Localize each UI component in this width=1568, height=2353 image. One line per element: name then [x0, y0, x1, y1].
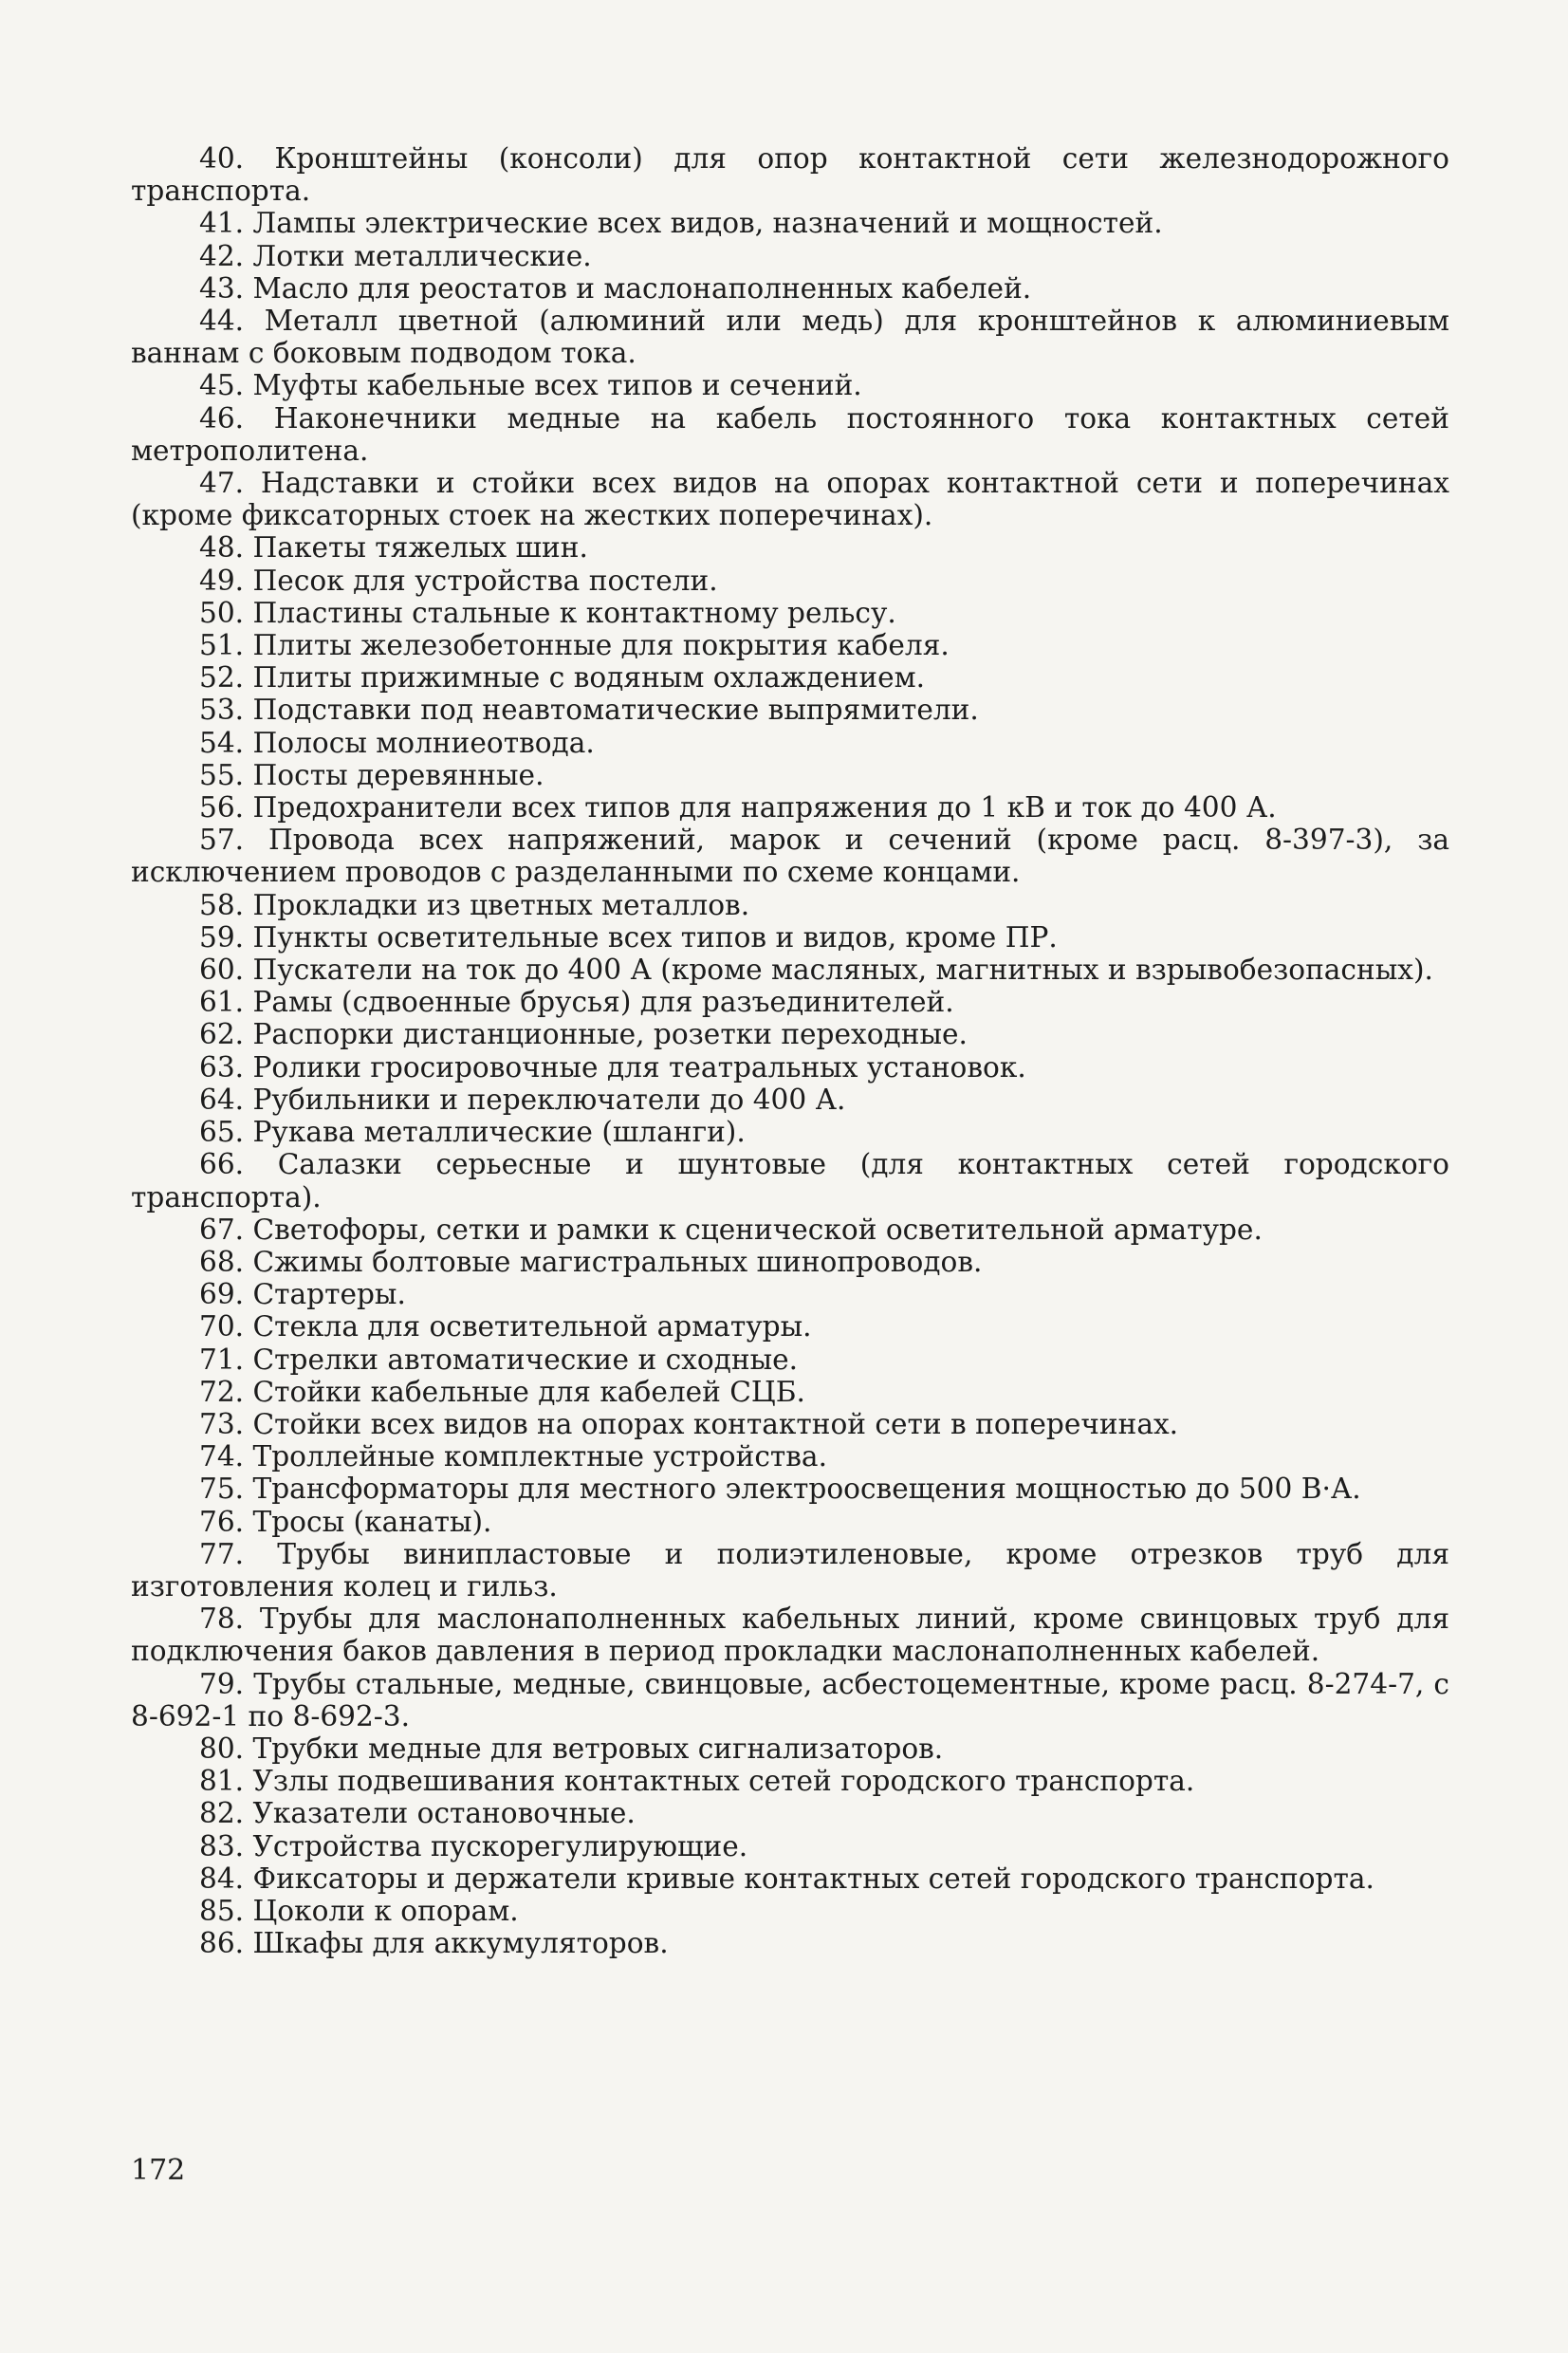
- list-item: [131, 1214, 1449, 1246]
- list-item-text: Тросы (канаты).: [252, 1505, 492, 1538]
- list-item: [131, 531, 1449, 564]
- list-item: [131, 1668, 1449, 1732]
- list-item-text: Рукава металлические (шланги).: [252, 1116, 746, 1149]
- list-item: [131, 565, 1449, 597]
- list-item-text: Трубы для маслонаполненных кабельных линий, кроме свинцовых труб для подключения баков давления в период прокладки маслонаполненных кабелей.: [131, 1603, 1449, 1668]
- list-item-number: 51.: [199, 629, 245, 662]
- list-item: [131, 1246, 1449, 1278]
- list-item: [131, 1408, 1449, 1440]
- list-item-text: Предохранители всех типов для напряжения до 1 кВ и ток до 400 А.: [252, 791, 1277, 824]
- list-item-text: Пускатели на ток до 400 А (кроме масляных, магнитных и взрывобезопасных).: [252, 954, 1433, 987]
- list-item: [131, 1376, 1449, 1408]
- list-item-number: 49.: [199, 564, 245, 597]
- list-item-text: Салазки серьесные и шунтовые (для контактных сетей городского транспорта).: [131, 1148, 1449, 1214]
- list-item-text: Провода всех напряжений, марок и сечений (кроме расц. 8-397-3), за исключением проводов с разделанными по схеме концами.: [131, 824, 1449, 889]
- list-item-number: 76.: [199, 1505, 245, 1538]
- list-item-number: 70.: [199, 1310, 245, 1343]
- list-item-number: 46.: [199, 401, 245, 435]
- list-item-text: Стартеры.: [252, 1278, 406, 1311]
- list-item-text: Стекла для осветительной арматуры.: [252, 1310, 812, 1343]
- list-item: [131, 986, 1449, 1018]
- list-item-number: 73.: [199, 1407, 245, 1440]
- list-item-number: 80.: [199, 1732, 245, 1765]
- list-item-text: Кронштейны (консоли) для опор контактной сети железнодорожного транспорта.: [131, 142, 1449, 208]
- list-item-text: Рубильники и переключатели до 400 А.: [252, 1083, 846, 1116]
- list-item-text: Пластины стальные к контактному рельсу.: [252, 596, 896, 629]
- list-item: [131, 727, 1449, 759]
- list-item-number: 54.: [199, 726, 245, 759]
- list-item: [131, 1278, 1449, 1310]
- list-item: [131, 1051, 1449, 1084]
- list-item-text: Ролики гросировочные для театральных установок.: [252, 1050, 1026, 1084]
- list-item-number: 66.: [199, 1148, 245, 1181]
- list-item: [131, 921, 1449, 954]
- list-item-number: 58.: [199, 888, 245, 921]
- list-item: [131, 1797, 1449, 1829]
- list-item: [131, 1084, 1449, 1116]
- page-number: 172: [131, 2154, 186, 2187]
- list-item-number: 45.: [199, 369, 245, 402]
- list-item-number: 85.: [199, 1894, 245, 1927]
- list-item-text: Лампы электрические всех видов, назначений и мощностей.: [252, 207, 1163, 240]
- list-item-text: Трубы винипластовые и полиэтиленовые, кроме отрезков труб для изготовления колец и гильз.: [131, 1537, 1449, 1603]
- list-item: [131, 207, 1449, 239]
- list-item-text: Стойки всех видов на опорах контактной сети в поперечинах.: [252, 1407, 1179, 1440]
- list-item-number: 50.: [199, 596, 245, 629]
- list-item: [131, 1862, 1449, 1895]
- list-item-number: 83.: [199, 1829, 245, 1862]
- list-item-number: 52.: [199, 661, 245, 695]
- list-item-text: Стойки кабельные для кабелей СЦБ.: [252, 1375, 805, 1408]
- list-item: [131, 1148, 1449, 1213]
- list-item-number: 42.: [199, 239, 245, 272]
- list-item-number: 82.: [199, 1797, 245, 1830]
- list-item: [131, 1310, 1449, 1343]
- list-item: [131, 1603, 1449, 1667]
- list-item: [131, 240, 1449, 272]
- list-item-number: 47.: [199, 467, 245, 500]
- list-item-number: 81.: [199, 1765, 245, 1798]
- list-item-number: 71.: [199, 1343, 245, 1376]
- list-item-number: 57.: [199, 824, 245, 857]
- list-item: [131, 1732, 1449, 1765]
- list-item: [131, 1927, 1449, 1959]
- list-item-number: 86.: [199, 1927, 245, 1960]
- list-item-number: 44.: [199, 305, 245, 338]
- list-item-number: 53.: [199, 694, 245, 727]
- list-item-number: 72.: [199, 1375, 245, 1408]
- list-item-number: 67.: [199, 1213, 245, 1246]
- list-item-text: Муфты кабельные всех типов и сечений.: [252, 369, 862, 402]
- list-item-number: 84.: [199, 1862, 245, 1895]
- list-item: [131, 1830, 1449, 1862]
- list-item: [131, 1506, 1449, 1538]
- list-item-number: 62.: [199, 1018, 245, 1051]
- list-item: [131, 1018, 1449, 1050]
- list-item: [131, 694, 1449, 726]
- list-item-text: Подставки под неавтоматические выпрямители.: [252, 694, 979, 727]
- list-item: [131, 889, 1449, 921]
- list-item-number: 40.: [199, 142, 245, 175]
- list-item-text: Узлы подвешивания контактных сетей городского транспорта.: [252, 1765, 1195, 1798]
- list-item-text: Посты деревянные.: [252, 758, 544, 791]
- list-item-number: 61.: [199, 986, 245, 1019]
- list-item-number: 41.: [199, 207, 245, 240]
- list-item: [131, 369, 1449, 401]
- list-item: [131, 954, 1449, 986]
- list-item-number: 74.: [199, 1440, 245, 1473]
- list-item-text: Песок для устройства постели.: [252, 564, 718, 597]
- list-item-text: Светофоры, сетки и рамки к сценической осветительной арматуре.: [252, 1213, 1263, 1246]
- list-item-number: 55.: [199, 758, 245, 791]
- list-item: [131, 1538, 1449, 1603]
- list-item-text: Плиты железобетонные для покрытия кабеля.: [252, 629, 950, 662]
- list-item: [131, 402, 1449, 467]
- list-item-text: Трансформаторы для местного электроосвещения мощностью до 500 В·А.: [252, 1473, 1361, 1506]
- list-item: [131, 791, 1449, 824]
- document-body: [131, 142, 1449, 1959]
- list-item-text: Распорки дистанционные, розетки переходные.: [252, 1018, 968, 1051]
- list-item-number: 59.: [199, 920, 245, 954]
- list-item: [131, 629, 1449, 661]
- list-item-number: 43.: [199, 271, 245, 305]
- list-item-number: 63.: [199, 1050, 245, 1084]
- list-item: [131, 1440, 1449, 1473]
- list-item: [131, 1473, 1449, 1505]
- list-item-text: Надставки и стойки всех видов на опорах контактной сети и поперечинах (кроме фиксаторных стоек на жестких поперечинах).: [131, 467, 1449, 532]
- list-item-text: Трубы стальные, медные, свинцовые, асбестоцементные, кроме расц. 8-274-7, с 8-692-1 по 8-692-3.: [131, 1667, 1449, 1732]
- list-item-text: Сжимы болтовые магистральных шинопроводов.: [252, 1245, 983, 1278]
- list-item-number: 48.: [199, 531, 245, 565]
- list-item-number: 78.: [199, 1603, 245, 1636]
- list-item: [131, 305, 1449, 369]
- list-item-number: 69.: [199, 1278, 245, 1311]
- list-item: [131, 1343, 1449, 1376]
- list-item: [131, 759, 1449, 791]
- list-item: [131, 1116, 1449, 1148]
- list-item: [131, 142, 1449, 207]
- list-item-number: 75.: [199, 1473, 245, 1506]
- list-item-number: 56.: [199, 791, 245, 824]
- list-item-text: Фиксаторы и держатели кривые контактных сетей городского транспорта.: [252, 1862, 1374, 1895]
- list-item: [131, 597, 1449, 629]
- list-item-text: Лотки металлические.: [252, 239, 592, 272]
- list-item-number: 68.: [199, 1245, 245, 1278]
- list-item-text: Стрелки автоматические и сходные.: [252, 1343, 799, 1376]
- list-item-text: Прокладки из цветных металлов.: [252, 888, 750, 921]
- list-item-text: Наконечники медные на кабель постоянного тока контактных сетей метрополитена.: [131, 401, 1449, 467]
- list-item-number: 65.: [199, 1116, 245, 1149]
- list-item-text: Масло для реостатов и маслонаполненных кабелей.: [252, 271, 1032, 305]
- list-item: [131, 1895, 1449, 1927]
- list-item: [131, 467, 1449, 531]
- list-item-text: Троллейные комплектные устройства.: [252, 1440, 827, 1473]
- list-item-number: 79.: [199, 1667, 245, 1700]
- list-item-text: Пункты осветительные всех типов и видов, кроме ПР.: [252, 920, 1058, 954]
- list-item-text: Цоколи к опорам.: [252, 1894, 519, 1927]
- list-item-text: Шкафы для аккумуляторов.: [252, 1927, 669, 1960]
- list-item-text: Рамы (сдвоенные брусья) для разъединителей.: [252, 986, 954, 1019]
- list-item-number: 64.: [199, 1083, 245, 1116]
- list-item: [131, 661, 1449, 694]
- list-item: [131, 272, 1449, 305]
- list-item-text: Указатели остановочные.: [252, 1797, 636, 1830]
- list-item: [131, 824, 1449, 888]
- list-item-text: Устройства пускорегулирующие.: [252, 1829, 748, 1862]
- list-item-text: Плиты прижимные с водяным охлаждением.: [252, 661, 926, 695]
- list-item-text: Металл цветной (алюминий или медь) для кронштейнов к алюминиевым ваннам с боковым подводом тока.: [131, 305, 1449, 370]
- list-item-number: 60.: [199, 954, 245, 987]
- list-item-text: Полосы молниеотвода.: [252, 726, 595, 759]
- list-item: [131, 1765, 1449, 1797]
- list-item-text: Трубки медные для ветровых сигнализаторов.: [252, 1732, 944, 1765]
- list-item-number: 77.: [199, 1537, 245, 1570]
- list-item-text: Пакеты тяжелых шин.: [252, 531, 588, 565]
